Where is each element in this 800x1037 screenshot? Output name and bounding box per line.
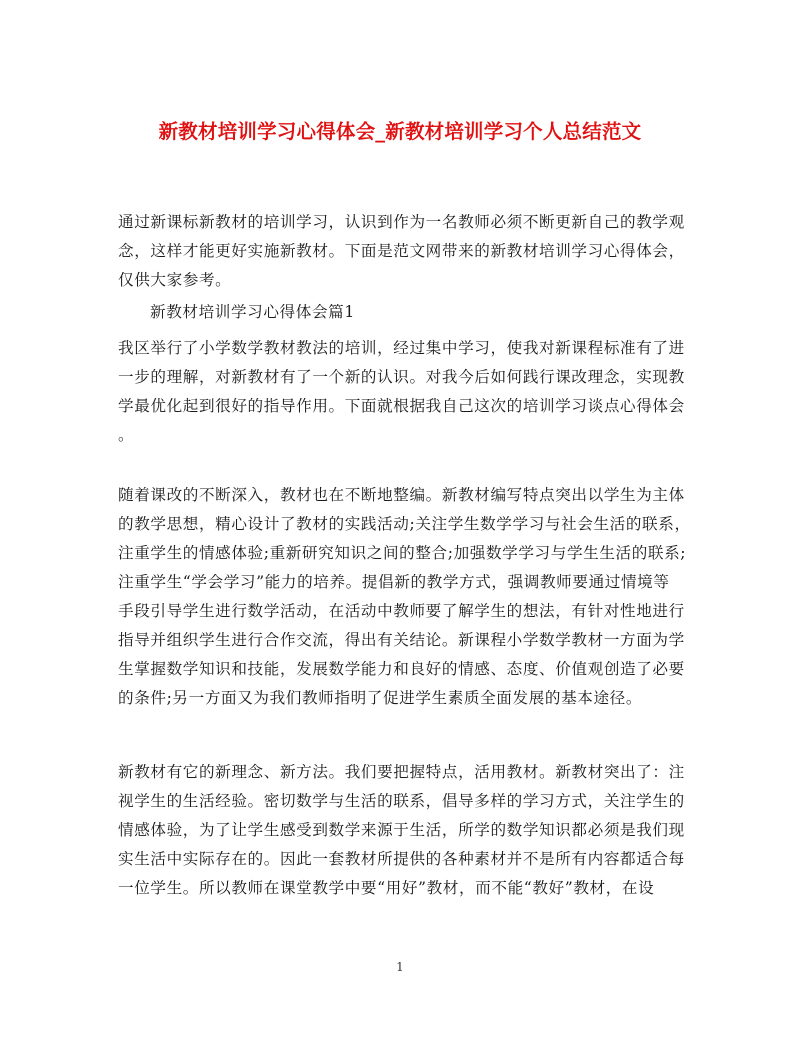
paragraph2-line: 指导并组织学生进行合作交流，得出有关结论。新课程小学数学教材一方面为学 [118,631,685,649]
paragraph2-line: 的条件;另一方面又为我们教师指明了促进学生素质全面发展的基本途径。 [118,689,643,707]
intro-line: 通过新课标新教材的培训学习，认识到作为一名教师必须不断更新自己的教学观 [118,213,685,231]
paragraph1-line: 一步的理解，对新教材有了一个新的认识。对我今后如何践行课改理念，实现教 [118,368,685,386]
paragraph2-line: 注重学生“学会学习”能力的培养。提倡新的教学方式，强调教师要通过情境等 [118,573,670,591]
paragraph3-line: 新教材有它的新理念、新方法。我们要把握特点，活用教材。新教材突出了：注 [118,763,685,781]
paragraph2-line: 的教学思想，精心设计了教材的实践活动;关注学生数学学习与社会生活的联系， [118,515,691,533]
paragraph3-line: 视学生的生活经验。密切数学与生活的联系，倡导多样的学习方式，关注学生的 [118,792,685,810]
paragraph3-line: 情感体验，为了让学生感受到数学来源于生活，所学的数学知识都必须是我们现 [118,821,685,839]
paragraph3-line: 实生活中实际存在的。因此一套教材所提供的各种素材并不是所有内容都适合每 [118,850,685,868]
paragraph1-line: 我区举行了小学数学教材教法的培训，经过集中学习，使我对新课程标准有了进 [118,339,685,357]
paragraph3-line: 一位学生。所以教师在课堂教学中要“用好”教材，而不能“教好”教材，在设 [118,879,655,897]
paragraph2-line: 手段引导学生进行数学活动，在活动中教师要了解学生的想法，有针对性地进行 [118,602,685,620]
paragraph2-line: 生掌握数学知识和技能，发展数学能力和良好的情感、态度、价值观创造了必要 [118,660,685,678]
page-number: 1 [396,960,404,974]
paragraph2-line: 随着课改的不断深入，教材也在不断地整编。新教材编写特点突出以学生为主体 [118,486,685,504]
paragraph2-line: 注重学生的情感体验;重新研究知识之间的整合;加强数学学习与学生生活的联系; [118,544,687,562]
section-heading: 新教材培训学习心得体会篇1 [150,303,355,321]
paragraph1-line: 。 [118,426,135,444]
intro-line: 念，这样才能更好实施新教材。下面是范文网带来的新教材培训学习心得体会， [118,242,685,260]
intro-line: 仅供大家参考。 [118,271,232,289]
paragraph1-line: 学最优化起到很好的指导作用。下面就根据我自己这次的培训学习谈点心得体会 [118,397,685,415]
document-title: 新教材培训学习心得体会_新教材培训学习个人总结范文 [158,120,642,143]
